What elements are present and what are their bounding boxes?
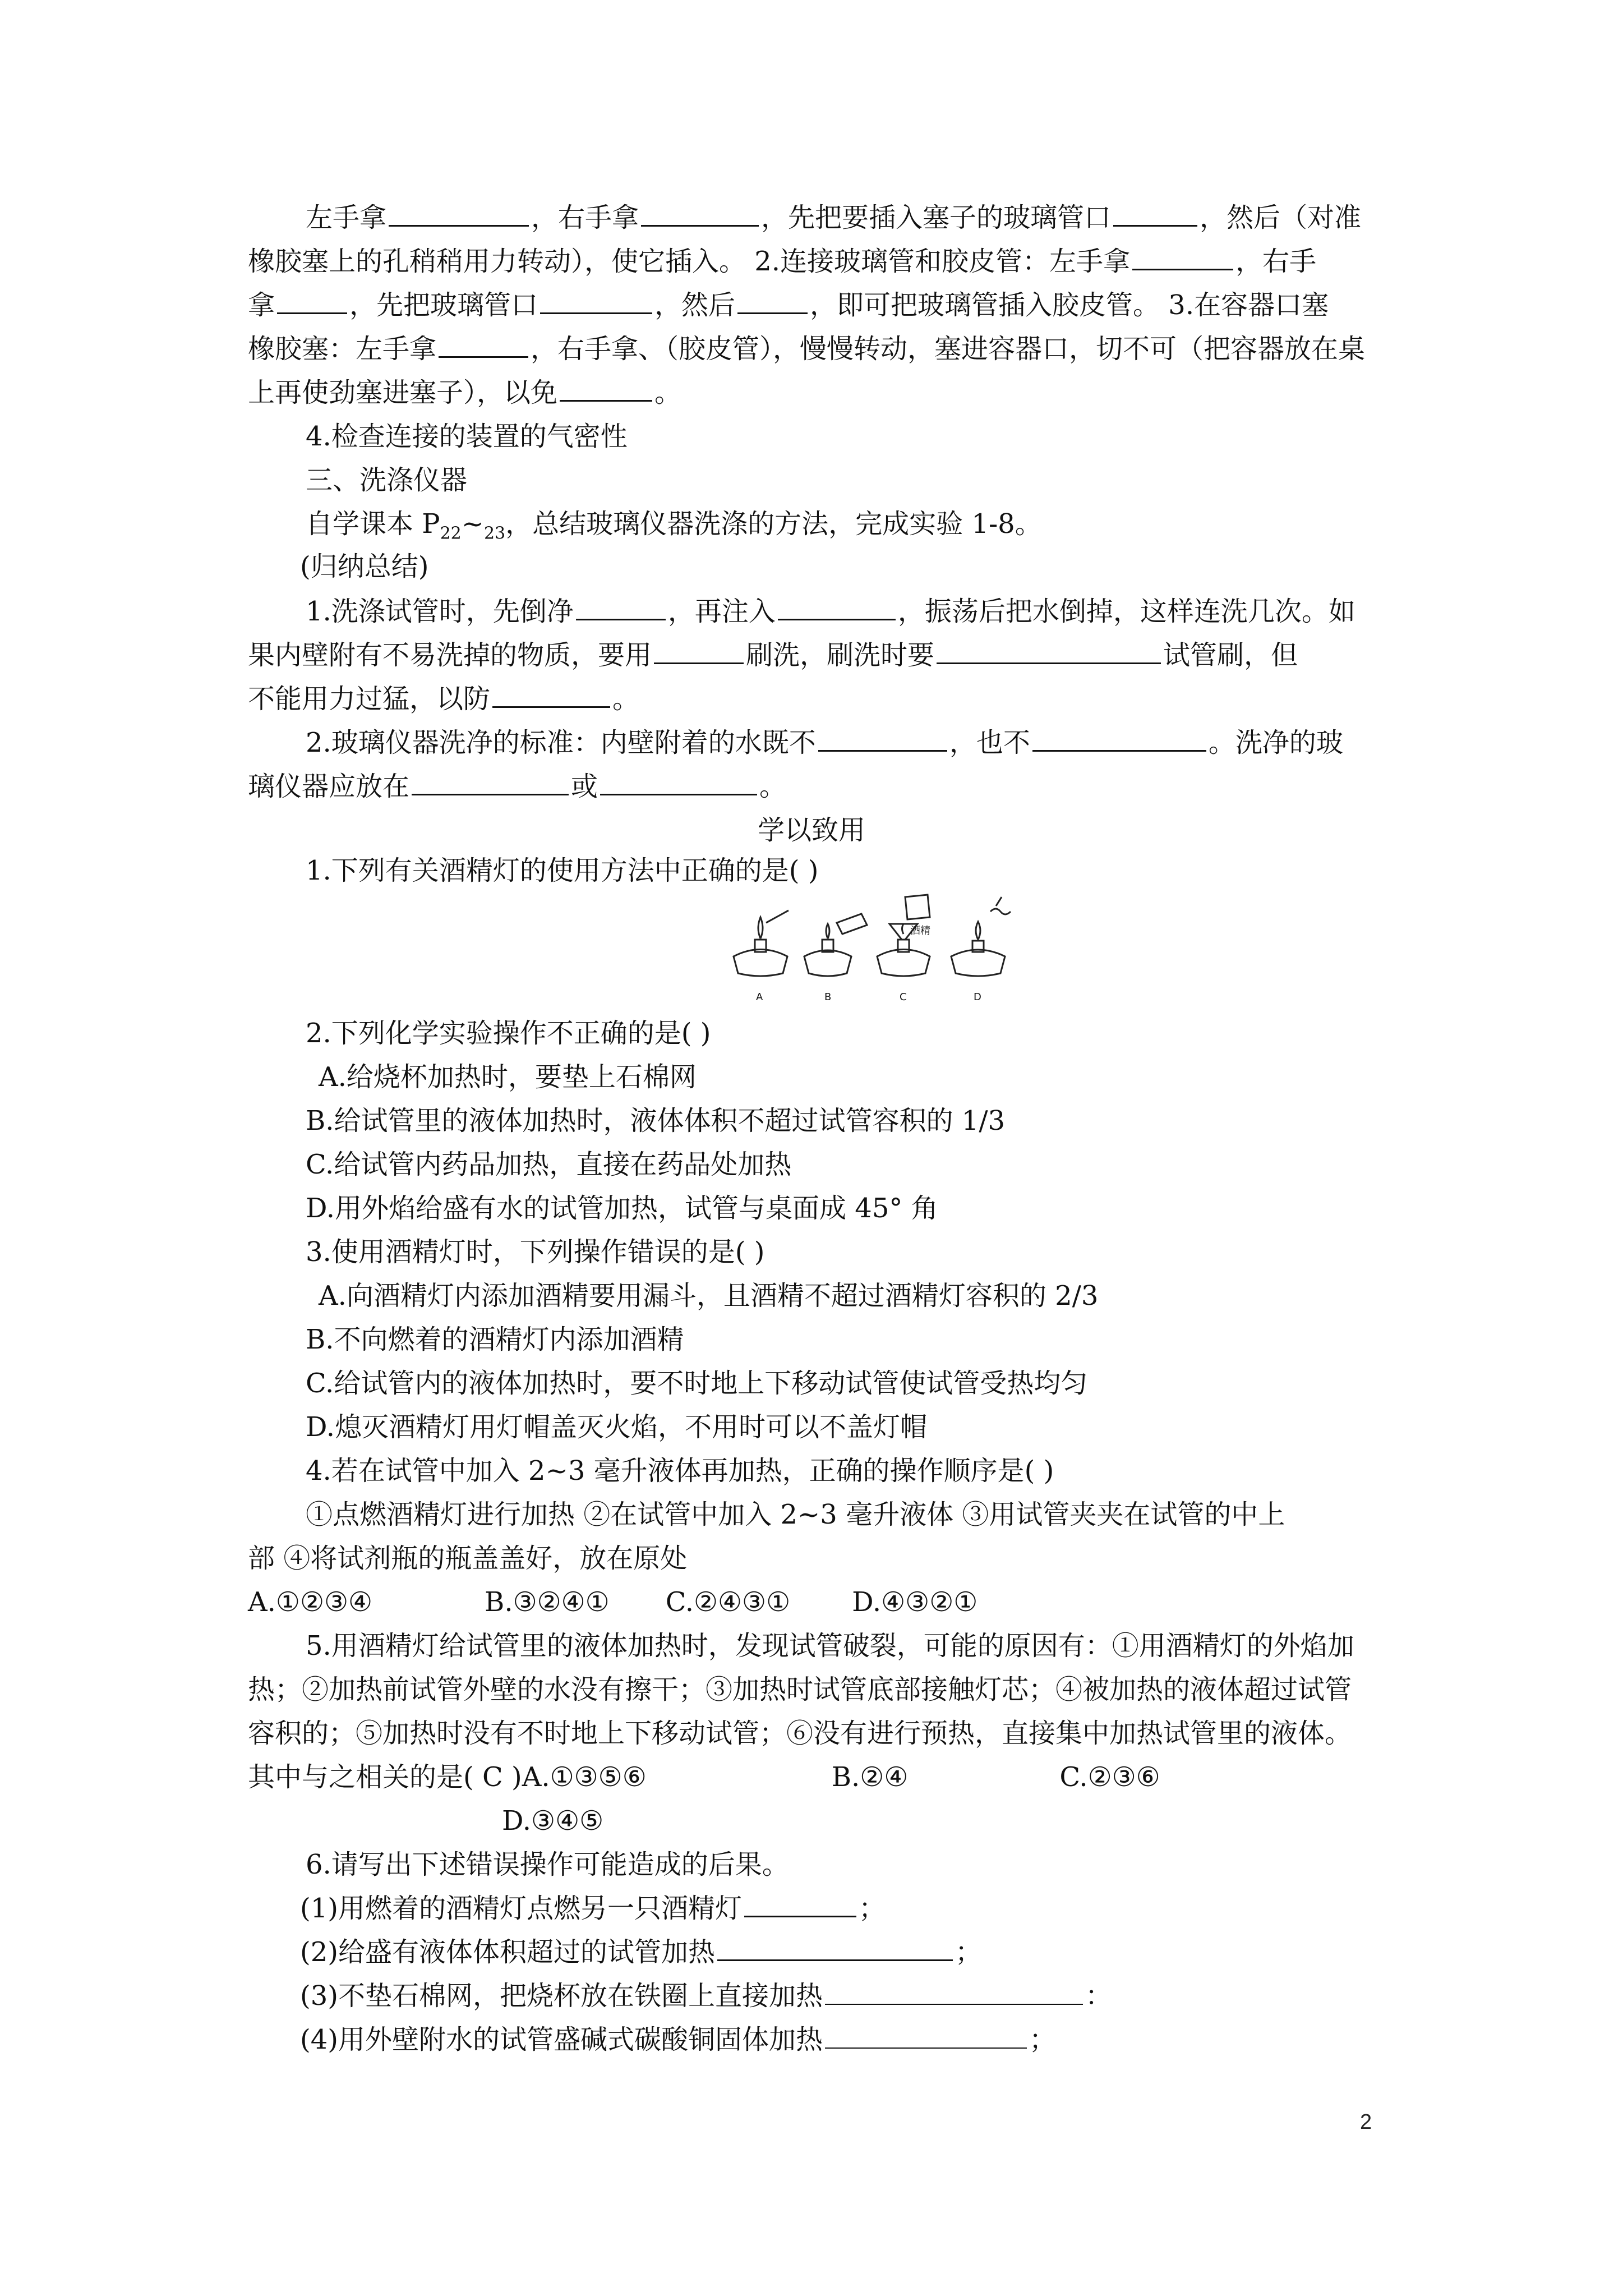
q6-item-1: (1)用燃着的酒精灯点燃另一只酒精灯 ；	[300, 1893, 886, 1924]
blank	[389, 201, 529, 227]
blank	[412, 770, 569, 795]
q5-line-3: 容积的；⑤加热时没有不时地上下移动试管；⑥没有进行预热，直接集中加热试管里的液体。	[248, 1718, 1352, 1749]
page-number: 2	[1360, 2110, 1372, 2134]
blank	[600, 770, 757, 795]
wash-line-5: 璃仪器应放在 或 。	[248, 771, 787, 802]
q2-option-d: D.用外焰给盛有水的试管加热，试管与桌面成 45° 角	[306, 1193, 938, 1224]
q3-option-a: A.向酒精灯内添加酒精要用漏斗，且酒精不超过酒精灯容积的 2/3	[319, 1280, 1099, 1312]
blank	[576, 595, 666, 620]
lamp-a-icon	[734, 910, 789, 976]
q4-steps-line-2: 部 ④将试剂瓶的瓶盖盖好，放在原处	[248, 1543, 688, 1574]
q6-item-2: (2)给盛有液体体积超过的试管加热 ；	[300, 1936, 983, 1968]
q2-option-a: A.给烧杯加热时，要垫上石棉网	[319, 1061, 697, 1093]
section-title: 三、洗涤仪器	[306, 464, 468, 496]
lamp-b-icon	[804, 914, 867, 976]
q5-line-2: 热；②加热前试管外壁的水没有擦干；③加热时试管底部接触灯芯；④被加热的液体超过试管	[248, 1674, 1352, 1705]
q6-item-4: (4)用外壁附水的试管盛碱式碳酸铜固体加热 ；	[300, 2024, 1057, 2055]
blank	[1113, 201, 1197, 227]
question-3: 3.使用酒精灯时，下列操作错误的是( )	[306, 1236, 765, 1268]
wash-line-1: 1.洗涤试管时，先倒净 ，再注入 ，振荡后把水倒掉，这样连洗几次。如	[306, 596, 1355, 627]
q3-option-b: B.不向燃着的酒精灯内添加酒精	[306, 1324, 684, 1355]
q5-option-d: D.③④⑤	[502, 1805, 604, 1837]
question-2: 2.下列化学实验操作不正确的是( )	[306, 1018, 711, 1049]
blank	[540, 289, 652, 314]
fig-alcohol-label: 酒精	[910, 925, 930, 937]
blank	[825, 2024, 1027, 2049]
q4-options: A.①②③④ B.③②④① C.②④③① D.④③②①	[248, 1586, 978, 1618]
wash-line-2: 果内壁附有不易洗掉的物质，要用 刷洗，刷洗时要 试管刷，但	[248, 639, 1298, 671]
blank	[277, 289, 347, 314]
wash-line-4: 2.玻璃仪器洗净的标准：内壁附着的水既不 ，也不 。洗净的玻	[306, 727, 1343, 758]
q5-line-4: 其中与之相关的是( C )A.①③⑤⑥ B.②④ C.②③⑥	[248, 1761, 1160, 1793]
question-6: 6.请写出下述错误操作可能造成的后果。	[306, 1849, 789, 1880]
intro-line-2: 橡胶塞上的孔稍稍用力转动），使它插入。 2.连接玻璃管和胶皮管：左手拿 ，右手	[248, 246, 1317, 277]
blank	[1132, 245, 1233, 270]
blank	[737, 289, 808, 314]
q6-item-3: (3)不垫石棉网，把烧杯放在铁圈上直接加热 ：	[300, 1980, 1113, 2012]
summary-label: (归纳总结)	[300, 551, 429, 582]
blank	[654, 639, 744, 664]
practice-title: 学以致用	[757, 815, 865, 846]
intro-line-1: 左手拿 ，右手拿 ，先把要插入塞子的玻璃管口 ，然后（对准	[306, 202, 1362, 233]
q4-steps-line-1: ①点燃酒精灯进行加热 ②在试管中加入 2~3 毫升液体 ③用试管夹夹在试管的中上	[306, 1499, 1285, 1530]
q2-option-b: B.给试管里的液体加热时，液体体积不超过试管容积的 1/3	[306, 1105, 1006, 1137]
blank	[1032, 726, 1206, 752]
q3-option-d: D.熄灭酒精灯用灯帽盖灭火焰，不用时可以不盖灯帽	[306, 1411, 928, 1443]
lamp-d-icon	[951, 897, 1011, 976]
q2-option-c: C.给试管内药品加热，直接在药品处加热	[306, 1149, 792, 1180]
blank	[825, 1980, 1083, 2005]
fig-label-d: D	[974, 991, 981, 1003]
blank	[717, 1936, 953, 1961]
blank	[778, 595, 896, 620]
intro-line-6: 4.检查连接的装置的气密性	[306, 421, 628, 452]
intro-line-5: 上再使劲塞进塞子），以免 。	[248, 377, 682, 408]
blank	[641, 201, 759, 227]
blank	[560, 376, 652, 402]
q5-line-1: 5.用酒精灯给试管里的液体加热时，发现试管破裂，可能的原因有：①用酒精灯的外焰加	[306, 1630, 1354, 1662]
question-1: 1.下列有关酒精灯的使用方法中正确的是( )	[306, 855, 819, 886]
fig-label-a: A	[756, 991, 763, 1003]
blank	[439, 333, 528, 358]
wash-line-3: 不能用力过猛，以防 。	[248, 683, 640, 715]
fig-label-c: C	[900, 991, 907, 1003]
question-4: 4.若在试管中加入 2~3 毫升液体再加热，正确的操作顺序是( )	[306, 1455, 1054, 1487]
blank	[492, 683, 610, 708]
blank	[744, 1892, 856, 1917]
q3-option-c: C.给试管内的液体加热时，要不时地上下移动试管使试管受热均匀	[306, 1368, 1088, 1399]
blank	[937, 639, 1161, 664]
intro-line-4: 橡胶塞：左手拿 ，右手拿、（胶皮管），慢慢转动，塞进容器口，切不可（把容器放在桌	[248, 333, 1366, 365]
self-study-line: 自学课本 $P_{22}\sim_{23}$，总结玻璃仪器洗涤的方法，完成实验 1-8。	[306, 508, 1042, 544]
intro-line-3: 拿 ，先把玻璃管口 ，然后 ，即可把玻璃管插入胶皮管。 3.在容器口塞	[248, 289, 1329, 321]
blank	[818, 726, 947, 752]
fig-label-b: B	[824, 991, 832, 1003]
alcohol-lamp-figure	[727, 889, 1018, 1007]
